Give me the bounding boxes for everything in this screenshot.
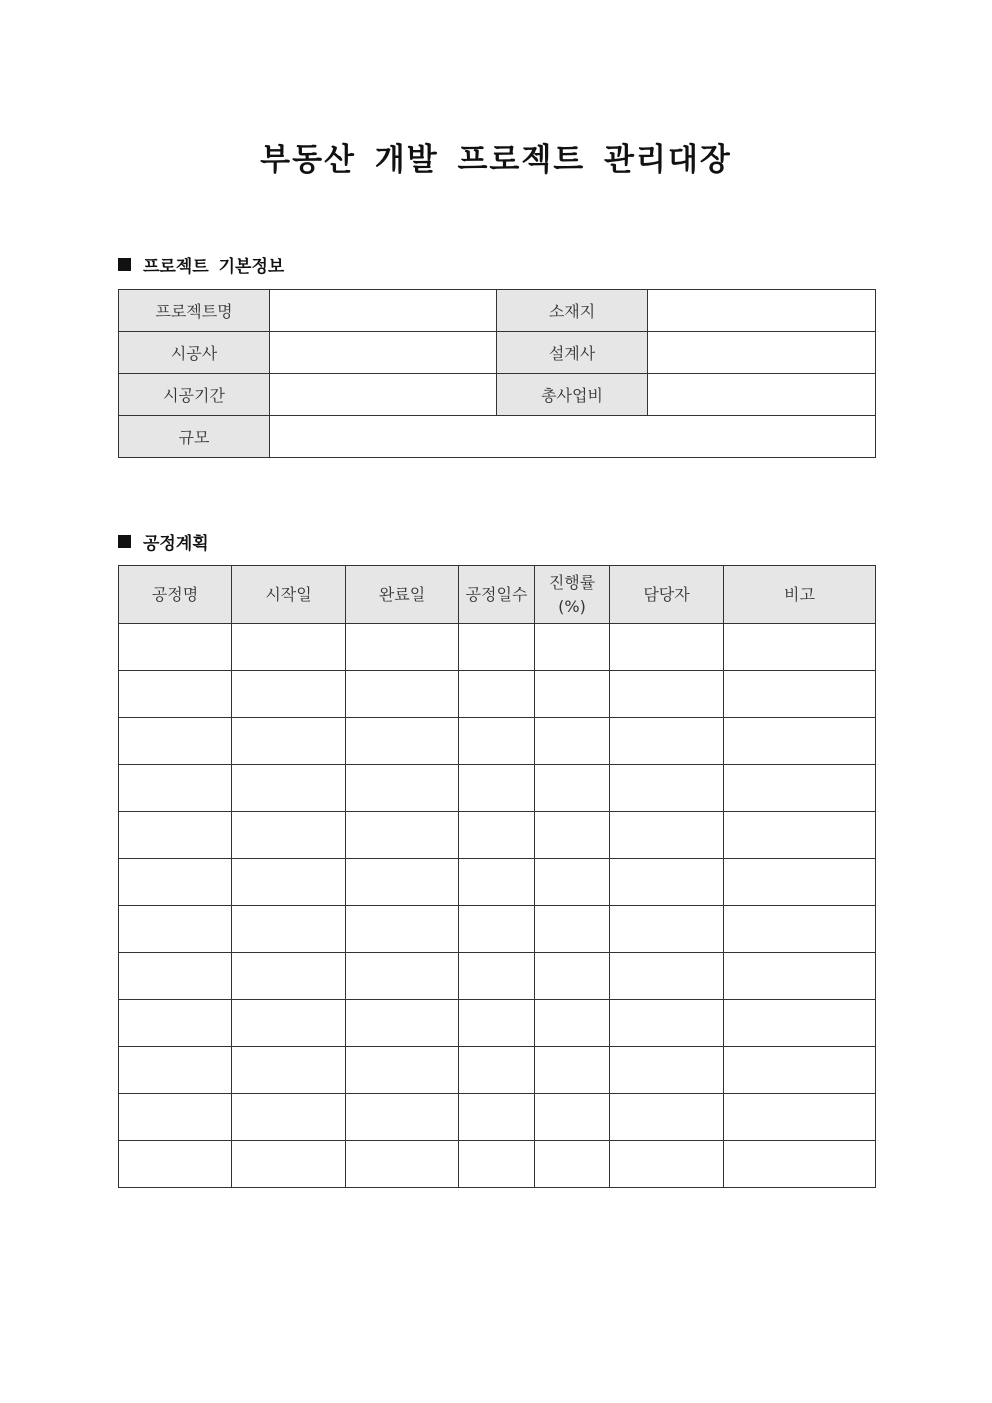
process-name-cell[interactable]	[119, 953, 232, 1000]
manager-cell[interactable]	[610, 765, 724, 812]
process-days-cell[interactable]	[459, 765, 535, 812]
process-name-cell[interactable]	[119, 671, 232, 718]
start-date-cell[interactable]	[232, 906, 346, 953]
section-heading-text: 공정계획	[143, 534, 209, 554]
end-date-cell[interactable]	[346, 765, 459, 812]
remarks-cell[interactable]	[724, 1000, 876, 1047]
start-date-cell[interactable]	[232, 1000, 346, 1047]
progress-cell[interactable]	[535, 624, 610, 671]
end-date-cell[interactable]	[346, 953, 459, 1000]
progress-cell[interactable]	[535, 1000, 610, 1047]
column-header: 공정일수	[459, 566, 535, 624]
remarks-cell[interactable]	[724, 859, 876, 906]
progress-cell[interactable]	[535, 671, 610, 718]
end-date-cell[interactable]	[346, 812, 459, 859]
process-days-cell[interactable]	[459, 906, 535, 953]
remarks-cell[interactable]	[724, 1094, 876, 1141]
start-date-cell[interactable]	[232, 859, 346, 906]
progress-cell[interactable]	[535, 765, 610, 812]
process-days-cell[interactable]	[459, 1000, 535, 1047]
end-date-cell[interactable]	[346, 718, 459, 765]
process-days-cell[interactable]	[459, 718, 535, 765]
table-row	[119, 1047, 876, 1094]
table-row	[119, 859, 876, 906]
manager-cell[interactable]	[610, 718, 724, 765]
end-date-cell[interactable]	[346, 624, 459, 671]
basic-info-row	[119, 374, 876, 416]
schedule-body	[119, 624, 876, 1188]
process-name-cell[interactable]	[119, 624, 232, 671]
table-row	[119, 812, 876, 859]
label-scale: 규모	[119, 416, 270, 458]
schedule-table	[118, 565, 876, 1188]
process-name-cell[interactable]	[119, 812, 232, 859]
remarks-cell[interactable]	[724, 671, 876, 718]
end-date-cell[interactable]	[346, 671, 459, 718]
process-days-cell[interactable]	[459, 1141, 535, 1188]
progress-cell[interactable]	[535, 1141, 610, 1188]
start-date-cell[interactable]	[232, 671, 346, 718]
value-project-name[interactable]	[270, 290, 497, 332]
table-row	[119, 906, 876, 953]
section-heading-schedule	[118, 529, 209, 554]
end-date-cell[interactable]	[346, 1000, 459, 1047]
progress-cell[interactable]	[535, 859, 610, 906]
basic-info-row	[119, 332, 876, 374]
label-total-cost: 총사업비	[497, 374, 648, 416]
manager-cell[interactable]	[610, 624, 724, 671]
process-days-cell[interactable]	[459, 812, 535, 859]
end-date-cell[interactable]	[346, 1094, 459, 1141]
remarks-cell[interactable]	[724, 1047, 876, 1094]
column-header: 공정명	[119, 566, 232, 624]
start-date-cell[interactable]	[232, 953, 346, 1000]
progress-cell[interactable]	[535, 1047, 610, 1094]
process-name-cell[interactable]	[119, 1094, 232, 1141]
process-days-cell[interactable]	[459, 953, 535, 1000]
process-days-cell[interactable]	[459, 1094, 535, 1141]
label-project-name: 프로젝트명	[119, 290, 270, 332]
manager-cell[interactable]	[610, 812, 724, 859]
start-date-cell[interactable]	[232, 718, 346, 765]
progress-cell[interactable]	[535, 812, 610, 859]
process-name-cell[interactable]	[119, 1047, 232, 1094]
start-date-cell[interactable]	[232, 1141, 346, 1188]
progress-cell[interactable]	[535, 718, 610, 765]
label-construction-period: 시공기간	[119, 374, 270, 416]
manager-cell[interactable]	[610, 1000, 724, 1047]
value-total-cost[interactable]	[648, 374, 876, 416]
square-bullet-icon	[118, 535, 131, 548]
value-designer[interactable]	[648, 332, 876, 374]
column-header: 비고	[724, 566, 876, 624]
remarks-cell[interactable]	[724, 812, 876, 859]
column-header: 진행률(%)	[535, 566, 610, 624]
end-date-cell[interactable]	[346, 1047, 459, 1094]
end-date-cell[interactable]	[346, 906, 459, 953]
square-bullet-icon	[118, 258, 131, 271]
value-location[interactable]	[648, 290, 876, 332]
start-date-cell[interactable]	[232, 624, 346, 671]
start-date-cell[interactable]	[232, 765, 346, 812]
table-row	[119, 671, 876, 718]
remarks-cell[interactable]	[724, 624, 876, 671]
column-header: 담당자	[610, 566, 724, 624]
value-contractor[interactable]	[270, 332, 497, 374]
progress-cell[interactable]	[535, 1094, 610, 1141]
manager-cell[interactable]	[610, 906, 724, 953]
section-heading-basic-info	[118, 252, 284, 277]
remarks-cell[interactable]	[724, 765, 876, 812]
basic-info-row	[119, 290, 876, 332]
basic-info-table	[118, 289, 876, 458]
process-name-cell[interactable]	[119, 906, 232, 953]
process-days-cell[interactable]	[459, 671, 535, 718]
start-date-cell[interactable]	[232, 812, 346, 859]
section-heading-text: 프로젝트 기본정보	[143, 257, 285, 277]
manager-cell[interactable]	[610, 1141, 724, 1188]
process-name-cell[interactable]	[119, 859, 232, 906]
progress-cell[interactable]	[535, 906, 610, 953]
table-row	[119, 1094, 876, 1141]
manager-cell[interactable]	[610, 953, 724, 1000]
document-title: 부동산 개발 프로젝트 관리대장	[260, 142, 732, 178]
start-date-cell[interactable]	[232, 1047, 346, 1094]
schedule-header-row	[119, 566, 876, 624]
remarks-cell[interactable]	[724, 1141, 876, 1188]
end-date-cell[interactable]	[346, 1141, 459, 1188]
table-row	[119, 765, 876, 812]
value-construction-period[interactable]	[270, 374, 497, 416]
label-location: 소재지	[497, 290, 648, 332]
process-name-cell[interactable]	[119, 765, 232, 812]
manager-cell[interactable]	[610, 671, 724, 718]
process-days-cell[interactable]	[459, 624, 535, 671]
process-days-cell[interactable]	[459, 1047, 535, 1094]
remarks-cell[interactable]	[724, 906, 876, 953]
manager-cell[interactable]	[610, 1047, 724, 1094]
process-name-cell[interactable]	[119, 718, 232, 765]
process-days-cell[interactable]	[459, 859, 535, 906]
table-row	[119, 624, 876, 671]
column-header: 시작일	[232, 566, 346, 624]
progress-cell[interactable]	[535, 953, 610, 1000]
basic-info-row	[119, 416, 876, 458]
table-row	[119, 1000, 876, 1047]
remarks-cell[interactable]	[724, 718, 876, 765]
start-date-cell[interactable]	[232, 1094, 346, 1141]
process-name-cell[interactable]	[119, 1000, 232, 1047]
label-designer: 설계사	[497, 332, 648, 374]
end-date-cell[interactable]	[346, 859, 459, 906]
table-row	[119, 718, 876, 765]
label-contractor: 시공사	[119, 332, 270, 374]
value-scale[interactable]	[270, 416, 876, 458]
manager-cell[interactable]	[610, 1094, 724, 1141]
table-row	[119, 1141, 876, 1188]
manager-cell[interactable]	[610, 859, 724, 906]
table-row	[119, 953, 876, 1000]
remarks-cell[interactable]	[724, 953, 876, 1000]
process-name-cell[interactable]	[119, 1141, 232, 1188]
column-header: 완료일	[346, 566, 459, 624]
